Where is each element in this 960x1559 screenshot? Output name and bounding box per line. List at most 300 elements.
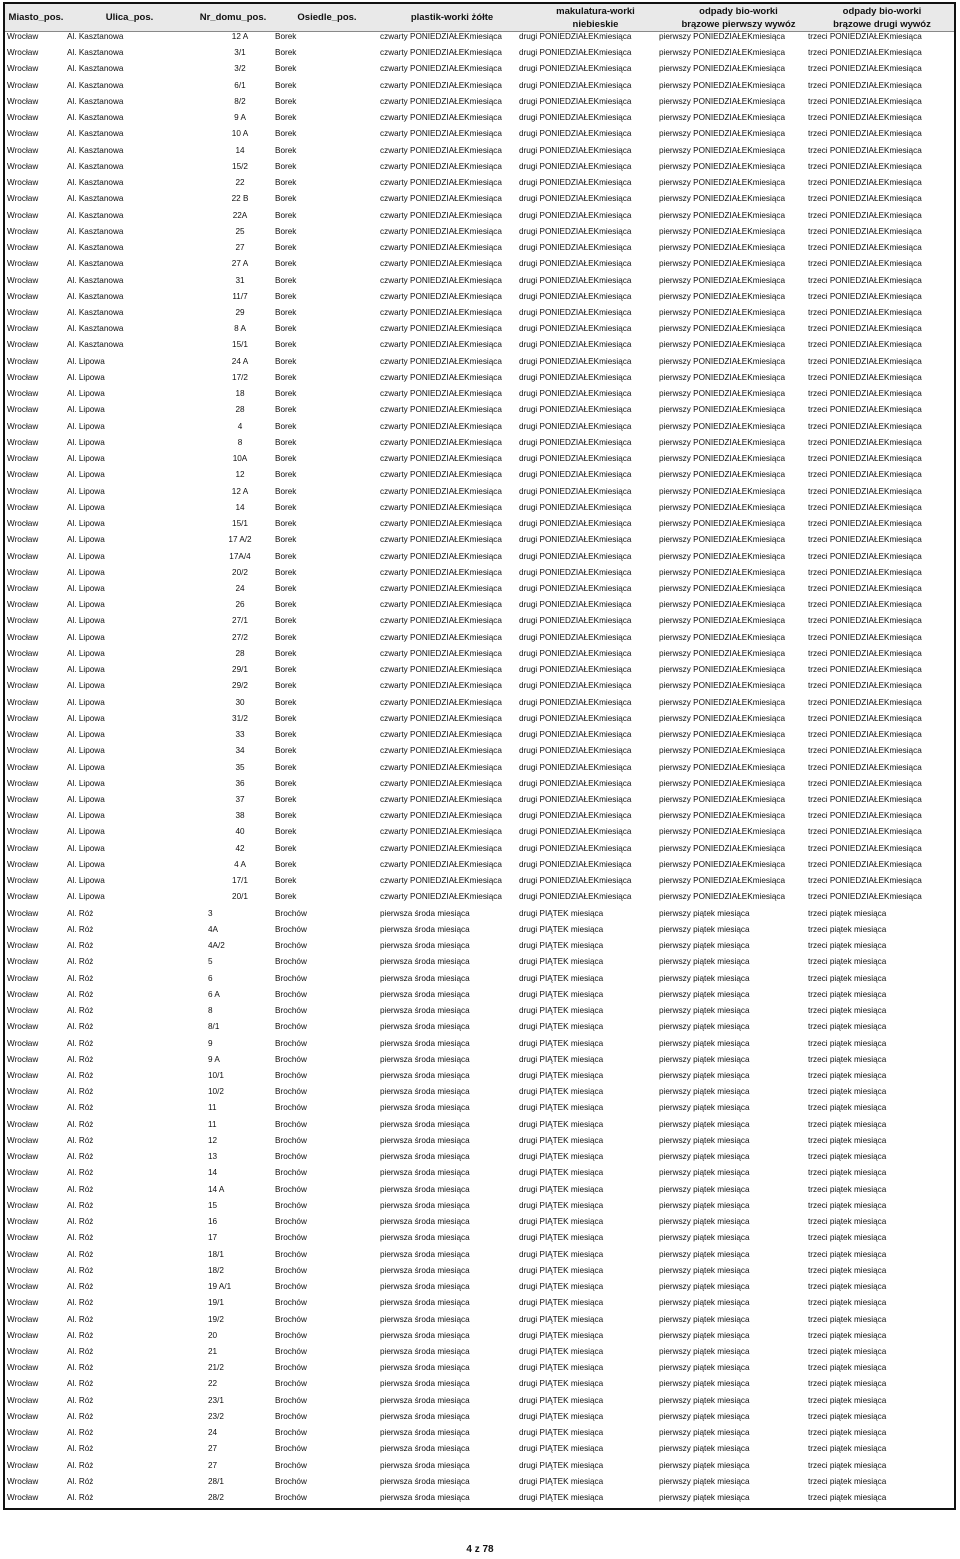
cell-bio-first: pierwszy PONIEDZIAŁEKmiesiąca: [659, 843, 786, 853]
cell-street: Al. Róż: [67, 924, 94, 934]
cell-number: 18/2: [208, 1265, 224, 1275]
cell-city: Wrocław: [7, 210, 39, 220]
header-number-label: Nr_domu_pos.: [199, 12, 267, 23]
cell-plastic: czwarty PONIEDZIAŁEKmiesiąca: [380, 859, 502, 869]
table-row: [5, 370, 954, 386]
cell-paper: drugi PONIEDZIAŁEKmiesiąca: [519, 502, 632, 512]
cell-city: Wrocław: [7, 616, 39, 626]
cell-city: Wrocław: [7, 145, 39, 155]
cell-bio-second: trzeci PONIEDZIAŁEKmiesiąca: [808, 827, 922, 837]
cell-plastic: czwarty PONIEDZIAŁEKmiesiąca: [380, 827, 502, 837]
cell-number: 28: [235, 648, 245, 658]
cell-bio-second: trzeci PONIEDZIAŁEKmiesiąca: [808, 535, 922, 545]
cell-bio-first: pierwszy PONIEDZIAŁEKmiesiąca: [659, 64, 786, 74]
cell-street: Al. Róż: [67, 1363, 94, 1373]
cell-bio-second: trzeci piątek miesiąca: [808, 1314, 887, 1324]
cell-street: Al. Kasztanowa: [67, 178, 124, 188]
table-row: [5, 110, 954, 126]
cell-bio-first: pierwszy PONIEDZIAŁEKmiesiąca: [659, 437, 786, 447]
cell-estate: Borek: [275, 48, 297, 58]
cell-street: Al. Lipowa: [67, 681, 105, 691]
table-row: [5, 273, 954, 289]
cell-estate: Brochów: [275, 1265, 307, 1275]
cell-city: Wrocław: [7, 762, 39, 772]
cell-plastic: czwarty PONIEDZIAŁEKmiesiąca: [380, 713, 502, 723]
cell-estate: Brochów: [275, 1022, 307, 1032]
table-row: [5, 1019, 954, 1035]
cell-city: Wrocław: [7, 356, 39, 366]
cell-number: 4A/2: [208, 941, 225, 951]
cell-street: Al. Róż: [67, 1346, 94, 1356]
cell-estate: Borek: [275, 811, 297, 821]
cell-number: 18: [235, 389, 245, 399]
cell-bio-first: pierwszy PONIEDZIAŁEKmiesiąca: [659, 275, 786, 285]
cell-bio-first: pierwszy PONIEDZIAŁEKmiesiąca: [659, 567, 786, 577]
cell-paper: drugi PONIEDZIAŁEKmiesiąca: [519, 356, 632, 366]
cell-city: Wrocław: [7, 908, 39, 918]
cell-city: Wrocław: [7, 1314, 39, 1324]
table-row: [5, 549, 954, 565]
cell-city: Wrocław: [7, 1022, 39, 1032]
table-row: [5, 1198, 954, 1214]
cell-bio-second: trzeci PONIEDZIAŁEKmiesiąca: [808, 486, 922, 496]
cell-bio-first: pierwszy piątek miesiąca: [659, 1314, 750, 1324]
cell-bio-first: pierwszy piątek miesiąca: [659, 1411, 750, 1421]
table-row: [5, 646, 954, 662]
cell-plastic: czwarty PONIEDZIAŁEKmiesiąca: [380, 454, 502, 464]
header-plastic-label: plastik-worki żółte: [410, 12, 494, 23]
cell-plastic: czwarty PONIEDZIAŁEKmiesiąca: [380, 437, 502, 447]
cell-plastic: czwarty PONIEDZIAŁEKmiesiąca: [380, 665, 502, 675]
cell-plastic: pierwsza środa miesiąca: [380, 1395, 470, 1405]
cell-plastic: czwarty PONIEDZIAŁEKmiesiąca: [380, 291, 502, 301]
cell-bio-second: trzeci PONIEDZIAŁEKmiesiąca: [808, 697, 922, 707]
cell-estate: Borek: [275, 632, 297, 642]
cell-bio-second: trzeci PONIEDZIAŁEKmiesiąca: [808, 307, 922, 317]
table-row: [5, 224, 954, 240]
cell-city: Wrocław: [7, 259, 39, 269]
table-row: [5, 484, 954, 500]
cell-number: 3: [208, 908, 213, 918]
cell-street: Al. Lipowa: [67, 713, 105, 723]
cell-street: Al. Róż: [67, 1119, 94, 1129]
cell-city: Wrocław: [7, 1071, 39, 1080]
cell-bio-first: pierwszy piątek miesiąca: [659, 1460, 750, 1470]
cell-paper: drugi PIĄTEK miesiąca: [519, 1152, 604, 1162]
cell-plastic: czwarty PONIEDZIAŁEKmiesiąca: [380, 811, 502, 821]
table-row: [5, 954, 954, 970]
cell-bio-first: pierwszy piątek miesiąca: [659, 957, 750, 967]
cell-city: Wrocław: [7, 941, 39, 951]
cell-plastic: czwarty PONIEDZIAŁEKmiesiąca: [380, 762, 502, 772]
cell-paper: drugi PONIEDZIAŁEKmiesiąca: [519, 259, 632, 269]
table-row: [5, 1003, 954, 1019]
cell-paper: drugi PONIEDZIAŁEKmiesiąca: [519, 843, 632, 853]
cell-bio-second: trzeci PONIEDZIAŁEKmiesiąca: [808, 113, 922, 123]
table-row: [5, 971, 954, 987]
table-row: [5, 1312, 954, 1328]
cell-estate: Borek: [275, 648, 297, 658]
cell-street: Al. Kasztanowa: [67, 307, 124, 317]
cell-street: Al. Lipowa: [67, 876, 105, 886]
cell-plastic: czwarty PONIEDZIAŁEKmiesiąca: [380, 96, 502, 106]
cell-bio-first: pierwszy piątek miesiąca: [659, 924, 750, 934]
cell-plastic: pierwsza środa miesiąca: [380, 1054, 470, 1064]
cell-bio-first: pierwszy piątek miesiąca: [659, 1265, 750, 1275]
table-row: [5, 1182, 954, 1198]
cell-estate: Borek: [275, 697, 297, 707]
cell-number: 15: [208, 1200, 218, 1210]
cell-bio-first: pierwszy piątek miesiąca: [659, 1184, 750, 1194]
cell-bio-first: pierwszy PONIEDZIAŁEKmiesiąca: [659, 259, 786, 269]
cell-street: Al. Róż: [67, 1379, 94, 1389]
table-row: [5, 581, 954, 597]
cell-bio-first: pierwszy PONIEDZIAŁEKmiesiąca: [659, 827, 786, 837]
cell-paper: drugi PIĄTEK miesiąca: [519, 941, 604, 951]
cell-paper: drugi PONIEDZIAŁEKmiesiąca: [519, 226, 632, 236]
cell-paper: drugi PIĄTEK miesiąca: [519, 1103, 604, 1113]
cell-paper: drugi PIĄTEK miesiąca: [519, 957, 604, 967]
cell-city: Wrocław: [7, 1282, 39, 1292]
cell-street: Al. Róż: [67, 1395, 94, 1405]
cell-plastic: pierwsza środa miesiąca: [380, 1428, 470, 1438]
cell-paper: drugi PONIEDZIAŁEKmiesiąca: [519, 372, 632, 382]
cell-number: 12 A: [231, 32, 249, 41]
header-number: [192, 4, 274, 31]
table-row: [5, 386, 954, 402]
cell-estate: Borek: [275, 372, 297, 382]
header-paper-line1: makulatura-worki: [556, 5, 635, 17]
cell-bio-first: pierwszy piątek miesiąca: [659, 1363, 750, 1373]
cell-city: Wrocław: [7, 437, 39, 447]
cell-paper: drugi PONIEDZIAŁEKmiesiąca: [519, 746, 632, 756]
cell-paper: drugi PIĄTEK miesiąca: [519, 1054, 604, 1064]
cell-bio-first: pierwszy PONIEDZIAŁEKmiesiąca: [659, 859, 786, 869]
cell-paper: drugi PIĄTEK miesiąca: [519, 1233, 604, 1243]
table-row: [5, 1214, 954, 1230]
cell-bio-first: pierwszy PONIEDZIAŁEKmiesiąca: [659, 519, 786, 529]
cell-bio-second: trzeci piątek miesiąca: [808, 1038, 887, 1048]
cell-street: Al. Róż: [67, 1249, 94, 1259]
table-row: [5, 467, 954, 483]
cell-number: 24: [208, 1428, 218, 1438]
table-row: [5, 662, 954, 678]
cell-bio-second: trzeci PONIEDZIAŁEKmiesiąca: [808, 600, 922, 610]
cell-paper: drugi PONIEDZIAŁEKmiesiąca: [519, 389, 632, 399]
cell-estate: Borek: [275, 730, 297, 740]
cell-bio-first: pierwszy piątek miesiąca: [659, 1103, 750, 1113]
cell-bio-second: trzeci piątek miesiąca: [808, 1135, 887, 1145]
cell-estate: Brochów: [275, 1346, 307, 1356]
cell-number: 36: [235, 778, 245, 788]
cell-bio-first: pierwszy piątek miesiąca: [659, 1152, 750, 1162]
cell-city: Wrocław: [7, 486, 39, 496]
table-row: [5, 29, 954, 45]
cell-paper: drugi PONIEDZIAŁEKmiesiąca: [519, 600, 632, 610]
cell-city: Wrocław: [7, 795, 39, 805]
cell-paper: drugi PONIEDZIAŁEKmiesiąca: [519, 876, 632, 886]
cell-bio-second: trzeci piątek miesiąca: [808, 1054, 887, 1064]
cell-bio-first: pierwszy PONIEDZIAŁEKmiesiąca: [659, 616, 786, 626]
table-row: [5, 873, 954, 889]
cell-bio-second: trzeci PONIEDZIAŁEKmiesiąca: [808, 746, 922, 756]
cell-paper: drugi PONIEDZIAŁEKmiesiąca: [519, 145, 632, 155]
cell-number: 24: [235, 583, 245, 593]
cell-number: 33: [235, 730, 245, 740]
cell-number: 19 A/1: [208, 1282, 232, 1292]
cell-paper: drugi PONIEDZIAŁEKmiesiąca: [519, 178, 632, 188]
table-row: [5, 1068, 954, 1084]
cell-estate: Brochów: [275, 1233, 307, 1243]
cell-paper: drugi PIĄTEK miesiąca: [519, 1249, 604, 1259]
cell-estate: Brochów: [275, 1476, 307, 1486]
cell-plastic: pierwsza środa miesiąca: [380, 1071, 470, 1080]
cell-number: 26: [235, 600, 245, 610]
table-header: [5, 4, 954, 32]
cell-bio-second: trzeci PONIEDZIAŁEKmiesiąca: [808, 811, 922, 821]
cell-paper: drugi PONIEDZIAŁEKmiesiąca: [519, 730, 632, 740]
table-row: [5, 1393, 954, 1409]
cell-paper: drugi PONIEDZIAŁEKmiesiąca: [519, 405, 632, 415]
cell-bio-first: pierwszy PONIEDZIAŁEKmiesiąca: [659, 389, 786, 399]
cell-number: 29/2: [232, 681, 248, 691]
cell-paper: drugi PONIEDZIAŁEKmiesiąca: [519, 648, 632, 658]
cell-paper: drugi PONIEDZIAŁEKmiesiąca: [519, 470, 632, 480]
cell-city: Wrocław: [7, 48, 39, 58]
cell-paper: drugi PIĄTEK miesiąca: [519, 1363, 604, 1373]
cell-estate: Borek: [275, 32, 297, 41]
cell-number: 9 A: [234, 113, 246, 123]
header-paper: [524, 4, 667, 31]
cell-paper: drugi PIĄTEK miesiąca: [519, 1087, 604, 1097]
cell-street: Al. Kasztanowa: [67, 210, 124, 220]
cell-number: 18/1: [208, 1249, 224, 1259]
cell-bio-second: trzeci piątek miesiąca: [808, 973, 887, 983]
cell-paper: drugi PIĄTEK miesiąca: [519, 1460, 604, 1470]
cell-street: Al. Róż: [67, 1476, 94, 1486]
cell-city: Wrocław: [7, 600, 39, 610]
cell-bio-first: pierwszy piątek miesiąca: [659, 1493, 750, 1503]
cell-paper: drugi PONIEDZIAŁEKmiesiąca: [519, 859, 632, 869]
table-row: [5, 922, 954, 938]
cell-bio-second: trzeci piątek miesiąca: [808, 1217, 887, 1227]
cell-street: Al. Lipowa: [67, 811, 105, 821]
cell-plastic: czwarty PONIEDZIAŁEKmiesiąca: [380, 405, 502, 415]
cell-city: Wrocław: [7, 1379, 39, 1389]
cell-number: 8/1: [208, 1022, 220, 1032]
cell-paper: drugi PONIEDZIAŁEKmiesiąca: [519, 827, 632, 837]
cell-street: Al. Róż: [67, 1233, 94, 1243]
cell-paper: drugi PONIEDZIAŁEKmiesiąca: [519, 713, 632, 723]
cell-city: Wrocław: [7, 1233, 39, 1243]
cell-plastic: pierwsza środa miesiąca: [380, 924, 470, 934]
table-row: [5, 727, 954, 743]
cell-bio-first: pierwszy PONIEDZIAŁEKmiesiąca: [659, 795, 786, 805]
cell-bio-first: pierwszy PONIEDZIAŁEKmiesiąca: [659, 421, 786, 431]
cell-street: Al. Kasztanowa: [67, 96, 124, 106]
cell-bio-second: trzeci piątek miesiąca: [808, 1476, 887, 1486]
cell-paper: drugi PONIEDZIAŁEKmiesiąca: [519, 113, 632, 123]
cell-number: 20: [208, 1330, 218, 1340]
cell-plastic: czwarty PONIEDZIAŁEKmiesiąca: [380, 583, 502, 593]
table-body: [5, 29, 954, 1506]
cell-city: Wrocław: [7, 1476, 39, 1486]
cell-street: Al. Róż: [67, 1493, 94, 1503]
cell-paper: drugi PIĄTEK miesiąca: [519, 1022, 604, 1032]
cell-plastic: pierwsza środa miesiąca: [380, 1314, 470, 1324]
cell-street: Al. Lipowa: [67, 551, 105, 561]
cell-city: Wrocław: [7, 827, 39, 837]
cell-number: 8 A: [234, 324, 246, 334]
cell-estate: Borek: [275, 778, 297, 788]
cell-bio-second: trzeci PONIEDZIAŁEKmiesiąca: [808, 356, 922, 366]
cell-city: Wrocław: [7, 632, 39, 642]
cell-paper: drugi PIĄTEK miesiąca: [519, 1184, 604, 1194]
cell-street: Al. Róż: [67, 1200, 94, 1210]
cell-paper: drugi PONIEDZIAŁEKmiesiąca: [519, 795, 632, 805]
cell-plastic: czwarty PONIEDZIAŁEKmiesiąca: [380, 470, 502, 480]
table-row: [5, 143, 954, 159]
cell-city: Wrocław: [7, 811, 39, 821]
cell-bio-first: pierwszy piątek miesiąca: [659, 1119, 750, 1129]
cell-bio-first: pierwszy piątek miesiąca: [659, 1379, 750, 1389]
cell-bio-first: pierwszy PONIEDZIAŁEKmiesiąca: [659, 210, 786, 220]
cell-number: 34: [235, 746, 245, 756]
cell-bio-first: pierwszy piątek miesiąca: [659, 1298, 750, 1308]
table-row: [5, 305, 954, 321]
cell-estate: Borek: [275, 665, 297, 675]
table-row: [5, 841, 954, 857]
cell-paper: drugi PONIEDZIAŁEKmiesiąca: [519, 811, 632, 821]
table-row: [5, 776, 954, 792]
cell-bio-first: pierwszy PONIEDZIAŁEKmiesiąca: [659, 648, 786, 658]
cell-bio-first: pierwszy PONIEDZIAŁEKmiesiąca: [659, 892, 786, 902]
cell-street: Al. Lipowa: [67, 519, 105, 529]
cell-estate: Brochów: [275, 1006, 307, 1016]
table-row: [5, 419, 954, 435]
cell-city: Wrocław: [7, 519, 39, 529]
cell-estate: Brochów: [275, 1363, 307, 1373]
cell-paper: drugi PIĄTEK miesiąca: [519, 1119, 604, 1129]
cell-bio-second: trzeci PONIEDZIAŁEKmiesiąca: [808, 226, 922, 236]
table-row: [5, 1133, 954, 1149]
cell-bio-first: pierwszy PONIEDZIAŁEKmiesiąca: [659, 161, 786, 171]
cell-city: Wrocław: [7, 421, 39, 431]
cell-street: Al. Róż: [67, 1054, 94, 1064]
cell-city: Wrocław: [7, 1395, 39, 1405]
cell-street: Al. Kasztanowa: [67, 275, 124, 285]
cell-street: Al. Lipowa: [67, 600, 105, 610]
cell-number: 9: [208, 1038, 213, 1048]
cell-street: Al. Lipowa: [67, 795, 105, 805]
cell-paper: drugi PONIEDZIAŁEKmiesiąca: [519, 161, 632, 171]
cell-bio-second: trzeci PONIEDZIAŁEKmiesiąca: [808, 194, 922, 204]
table-row: [5, 1425, 954, 1441]
table-row: [5, 565, 954, 581]
cell-estate: Borek: [275, 567, 297, 577]
cell-bio-second: trzeci piątek miesiąca: [808, 1395, 887, 1405]
table-row: [5, 321, 954, 337]
cell-bio-second: trzeci piątek miesiąca: [808, 1411, 887, 1421]
cell-street: Al. Kasztanowa: [67, 194, 124, 204]
cell-bio-first: pierwszy piątek miesiąca: [659, 1330, 750, 1340]
cell-paper: drugi PIĄTEK miesiąca: [519, 1395, 604, 1405]
cell-street: Al. Lipowa: [67, 486, 105, 496]
cell-plastic: pierwsza środa miesiąca: [380, 1168, 470, 1178]
cell-paper: drugi PONIEDZIAŁEKmiesiąca: [519, 64, 632, 74]
header-city-label: Miasto_pos.: [8, 12, 64, 23]
cell-number: 22A: [232, 210, 248, 220]
cell-paper: drugi PIĄTEK miesiąca: [519, 1038, 604, 1048]
cell-number: 14: [208, 1168, 218, 1178]
cell-bio-second: trzeci PONIEDZIAŁEKmiesiąca: [808, 178, 922, 188]
cell-number: 16: [208, 1217, 218, 1227]
cell-bio-second: trzeci piątek miesiąca: [808, 1493, 887, 1503]
cell-bio-second: trzeci piątek miesiąca: [808, 957, 887, 967]
cell-plastic: pierwsza środa miesiąca: [380, 1476, 470, 1486]
cell-plastic: czwarty PONIEDZIAŁEKmiesiąca: [380, 519, 502, 529]
cell-estate: Borek: [275, 437, 297, 447]
cell-street: Al. Kasztanowa: [67, 129, 124, 139]
cell-bio-first: pierwszy PONIEDZIAŁEKmiesiąca: [659, 811, 786, 821]
cell-estate: Borek: [275, 210, 297, 220]
cell-estate: Brochów: [275, 1330, 307, 1340]
cell-number: 13: [208, 1152, 218, 1162]
table-row: [5, 337, 954, 353]
cell-bio-second: trzeci PONIEDZIAŁEKmiesiąca: [808, 275, 922, 285]
cell-bio-second: trzeci PONIEDZIAŁEKmiesiąca: [808, 259, 922, 269]
cell-bio-first: pierwszy PONIEDZIAŁEKmiesiąca: [659, 194, 786, 204]
cell-number: 4A: [208, 924, 219, 934]
cell-estate: Borek: [275, 583, 297, 593]
cell-number: 38: [235, 811, 245, 821]
cell-street: Al. Róż: [67, 1444, 94, 1454]
cell-bio-first: pierwszy piątek miesiąca: [659, 908, 750, 918]
cell-paper: drugi PONIEDZIAŁEKmiesiąca: [519, 583, 632, 593]
table-row: [5, 630, 954, 646]
cell-plastic: czwarty PONIEDZIAŁEKmiesiąca: [380, 372, 502, 382]
cell-city: Wrocław: [7, 989, 39, 999]
cell-plastic: pierwsza środa miesiąca: [380, 1006, 470, 1016]
cell-bio-first: pierwszy PONIEDZIAŁEKmiesiąca: [659, 778, 786, 788]
cell-street: Al. Lipowa: [67, 730, 105, 740]
cell-bio-first: pierwszy PONIEDZIAŁEKmiesiąca: [659, 551, 786, 561]
cell-number: 28/2: [208, 1493, 224, 1503]
cell-bio-second: trzeci PONIEDZIAŁEKmiesiąca: [808, 616, 922, 626]
cell-paper: drugi PONIEDZIAŁEKmiesiąca: [519, 210, 632, 220]
cell-street: Al. Róż: [67, 1168, 94, 1178]
cell-street: Al. Róż: [67, 1103, 94, 1113]
cell-paper: drugi PIĄTEK miesiąca: [519, 924, 604, 934]
cell-street: Al. Kasztanowa: [67, 291, 124, 301]
cell-bio-first: pierwszy piątek miesiąca: [659, 989, 750, 999]
cell-plastic: czwarty PONIEDZIAŁEKmiesiąca: [380, 113, 502, 123]
cell-city: Wrocław: [7, 129, 39, 139]
cell-paper: drugi PONIEDZIAŁEKmiesiąca: [519, 96, 632, 106]
cell-bio-first: pierwszy piątek miesiąca: [659, 973, 750, 983]
cell-bio-first: pierwszy PONIEDZIAŁEKmiesiąca: [659, 713, 786, 723]
cell-bio-first: pierwszy PONIEDZIAŁEKmiesiąca: [659, 243, 786, 253]
cell-estate: Borek: [275, 519, 297, 529]
cell-estate: Borek: [275, 762, 297, 772]
cell-estate: Borek: [275, 259, 297, 269]
cell-street: Al. Lipowa: [67, 827, 105, 837]
cell-plastic: czwarty PONIEDZIAŁEKmiesiąca: [380, 145, 502, 155]
cell-estate: Brochów: [275, 1444, 307, 1454]
cell-plastic: pierwsza środa miesiąca: [380, 1119, 470, 1129]
cell-city: Wrocław: [7, 307, 39, 317]
cell-plastic: czwarty PONIEDZIAŁEKmiesiąca: [380, 356, 502, 366]
